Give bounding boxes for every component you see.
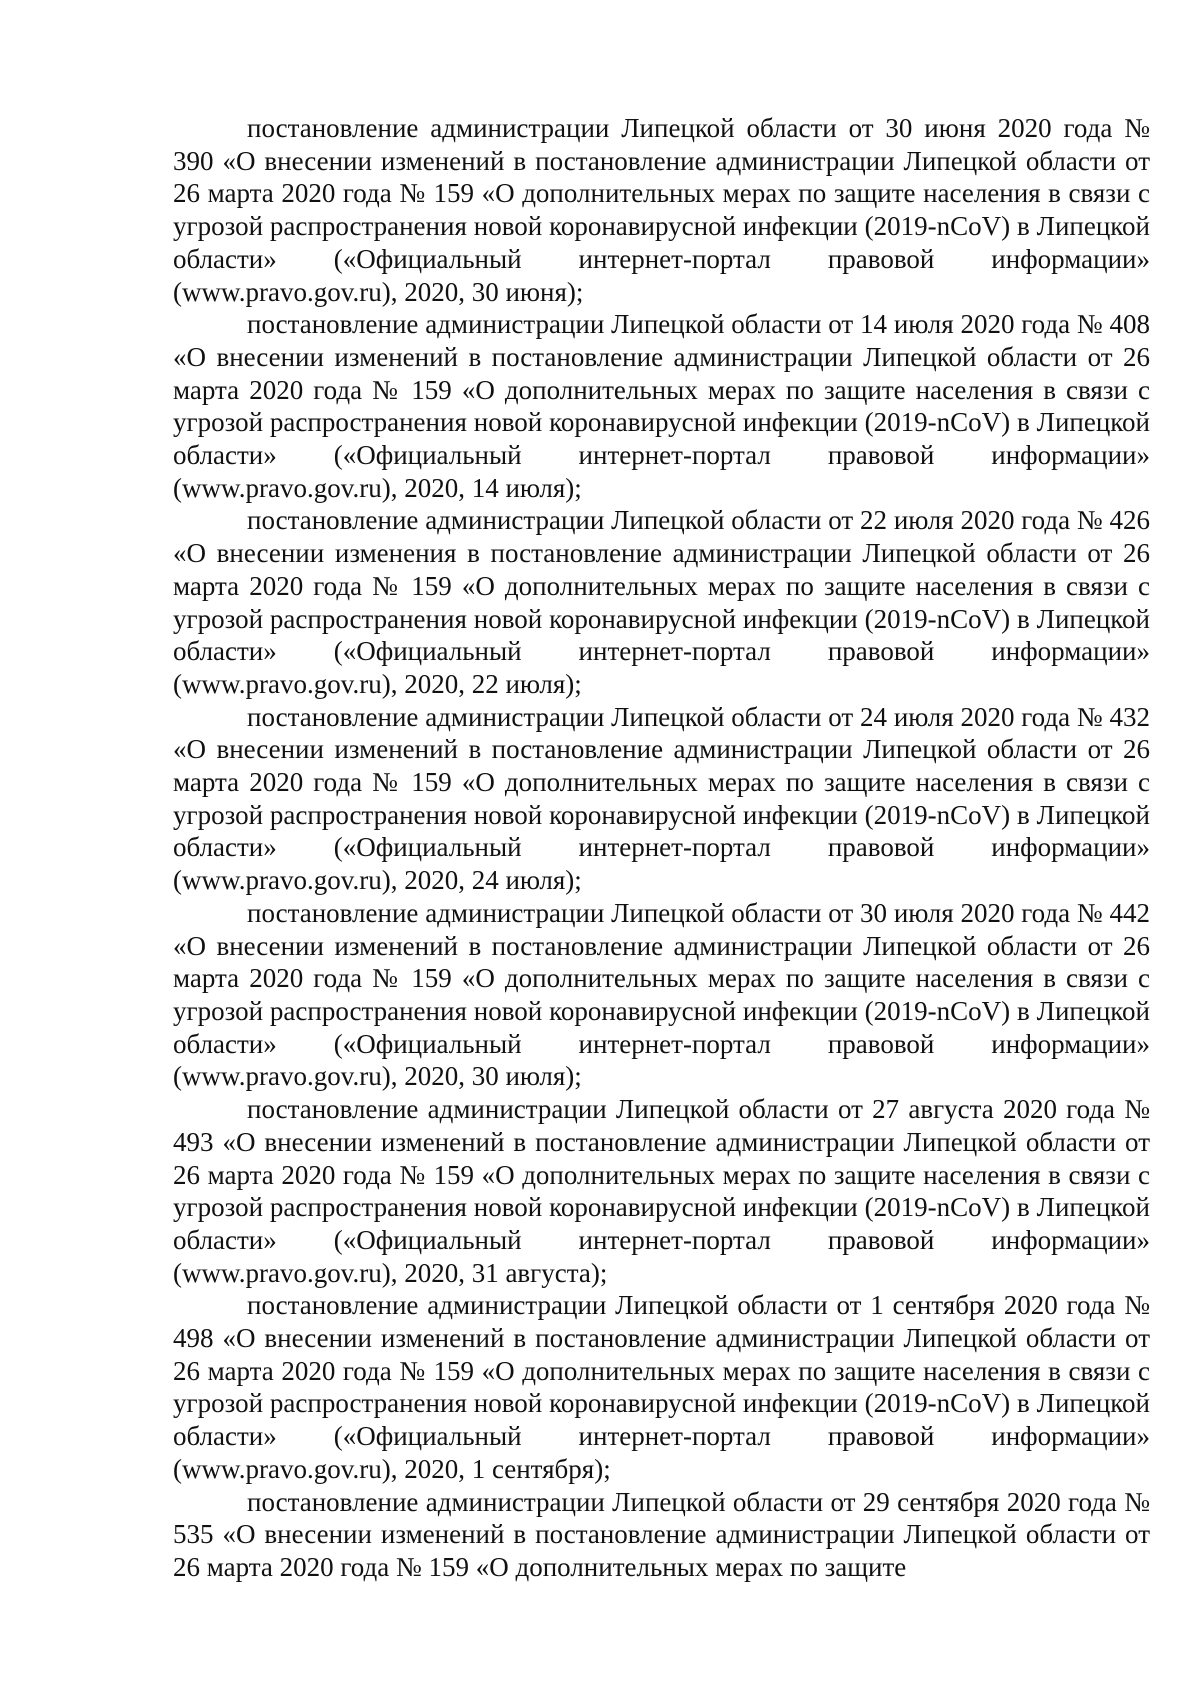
paragraph-1: постановление администрации Липецкой области от 30 июня 2020 года № 390 «О внесении изменений в постановление администрации Липецкой области от 26 марта 2020 года № 159 «О дополнительных мерах по защите населения в связи с угрозой распространения новой коронавирусной инфекции (2019-nCoV) в Липецкой области» («Официальный интернет-портал правовой информации» (www.pravo.gov.ru), 2020, 30 июня); (173, 113, 1150, 307)
paragraph-4: постановление администрации Липецкой области от 24 июля 2020 года № 432 «О внесении изменений в постановление администрации Липецкой области от 26 марта 2020 года № 159 «О дополнительных мерах по защите населения в связи с угрозой распространения новой коронавирусной инфекции (2019-nCoV) в Липецкой области» («Официальный интернет-портал правовой информации» (www.pravo.gov.ru), 2020, 24 июля); (173, 701, 1150, 896)
paragraph-8: постановление администрации Липецкой области от 29 сентября 2020 года № 535 «О внесении изменений в постановление администрации Липецкой области от 26 марта 2020 года № 159 «О дополнительных мерах по защите (173, 1486, 1150, 1582)
paragraph-2: постановление администрации Липецкой области от 14 июля 2020 года № 408 «О внесении изменений в постановление администрации Липецкой области от 26 марта 2020 года № 159 «О дополнительных мерах по защите населения в связи с угрозой распространения новой коронавирусной инфекции (2019-nCoV) в Липецкой области» («Официальный интернет-портал правовой информации» (www.pravo.gov.ru), 2020, 14 июля); (173, 309, 1150, 503)
document-body (173, 112, 1150, 1584)
paragraph-6: постановление администрации Липецкой области от 27 августа 2020 года № 493 «О внесении изменений в постановление администрации Липецкой области от 26 марта 2020 года № 159 «О дополнительных мерах по защите населения в связи с угрозой распространения новой коронавирусной инфекции (2019-nCoV) в Липецкой области» («Официальный интернет-портал правовой информации» (www.pravo.gov.ru), 2020, 31 августа); (173, 1094, 1150, 1288)
paragraph-7: постановление администрации Липецкой области от 1 сентября 2020 года № 498 «О внесении изменений в постановление администрации Липецкой области от 26 марта 2020 года № 159 «О дополнительных мерах по защите населения в связи с угрозой распространения новой коронавирусной инфекции (2019-nCoV) в Липецкой области» («Официальный интернет-портал правовой информации» (www.pravo.gov.ru), 2020, 1 сентября); (173, 1290, 1150, 1484)
paragraph-3: постановление администрации Липецкой области от 22 июля 2020 года № 426 «О внесении изменения в постановление администрации Липецкой области от 26 марта 2020 года № 159 «О дополнительных мерах по защите населения в связи с угрозой распространения новой коронавирусной инфекции (2019-nCoV) в Липецкой области» («Официальный интернет-портал правовой информации» (www.pravo.gov.ru), 2020, 22 июля); (173, 505, 1150, 699)
paragraph-5: постановление администрации Липецкой области от 30 июля 2020 года № 442 «О внесении изменений в постановление администрации Липецкой области от 26 марта 2020 года № 159 «О дополнительных мерах по защите населения в связи с угрозой распространения новой коронавирусной инфекции (2019-nCoV) в Липецкой области» («Официальный интернет-портал правовой информации» (www.pravo.gov.ru), 2020, 30 июля); (173, 897, 1150, 1092)
